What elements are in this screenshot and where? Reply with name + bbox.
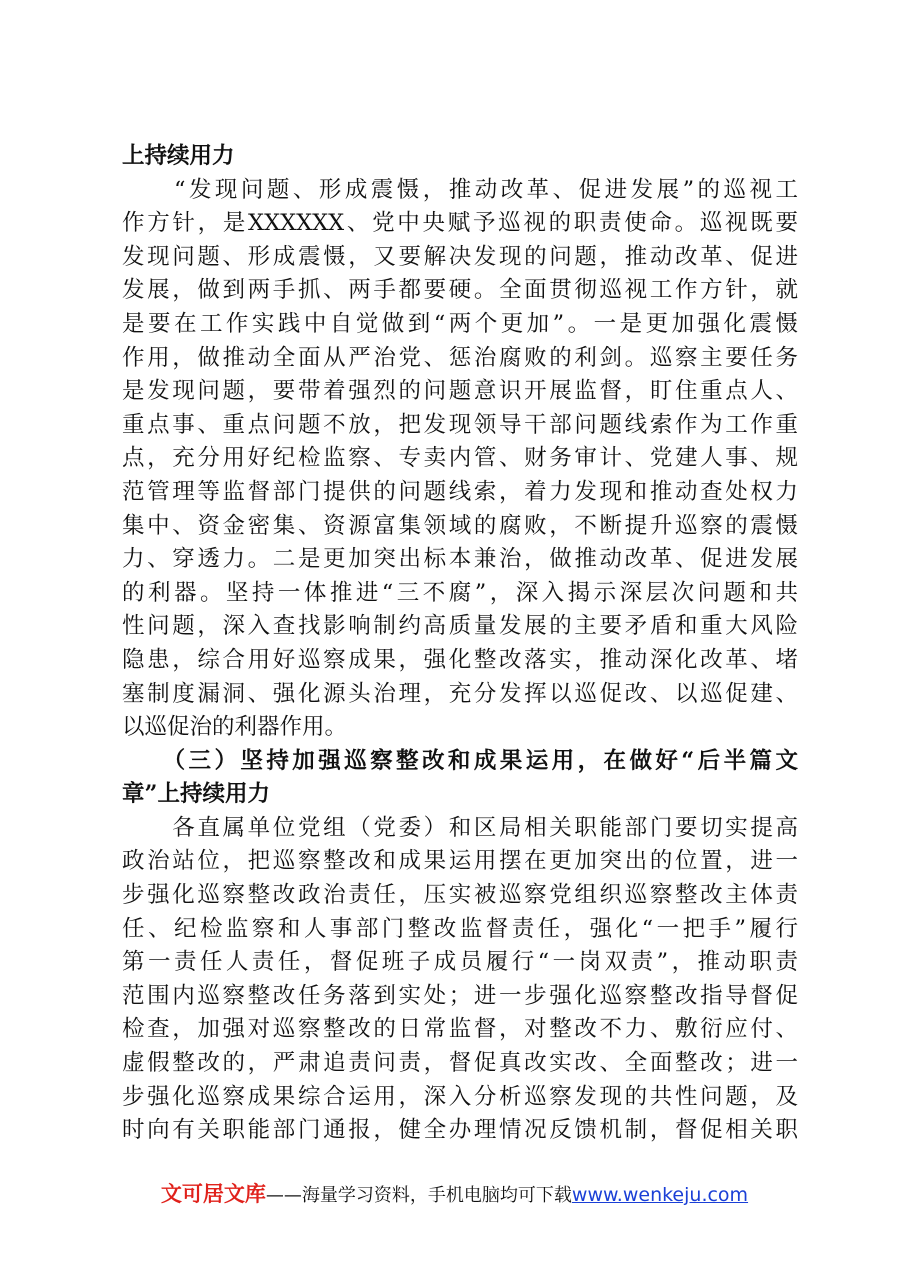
paragraph-line: 任、纪检监察和人事部门整改监督责任，强化“一把手”履行: [122, 915, 798, 942]
paragraph-line: 作用，做推动全面从严治党、惩治腐败的利剑。巡察主要任务: [122, 344, 798, 371]
paragraph-line: 步强化巡察成果综合运用，深入分析巡察发现的共性问题，及: [122, 1083, 798, 1110]
paragraph-line: 性问题，深入查找影响制约高质量发展的主要矛盾和重大风险: [122, 613, 798, 640]
paragraph-line: 力、穿透力。二是更加突出标本兼治，做推动改革、促进发展: [122, 546, 798, 573]
paragraph-line: 发展，做到两手抓、两手都要硬。全面贯彻巡视工作方针，就: [122, 277, 798, 304]
paragraph-line: 点，充分用好纪检监察、专卖内管、财务审计、党建人事、规: [122, 445, 798, 472]
paragraph-line: 检查，加强对巡察整改的日常监督，对整改不力、敷衍应付、: [122, 1016, 798, 1043]
paragraph-line: 时向有关职能部门通报，健全办理情况反馈机制，督促相关职: [122, 1117, 798, 1144]
paragraph-line: 以巡促治的利器作用。: [122, 714, 348, 741]
paragraph-line: 政治站位，把巡察整改和成果运用摆在更加突出的位置，进一: [122, 848, 798, 875]
paragraph-line: 范管理等监督部门提供的问题线索，着力发现和推动查处权力: [122, 478, 798, 505]
footer-brand: 文可居文库: [160, 1182, 266, 1206]
paragraph-line: 第一责任人责任，督促班子成员履行“一岗双责”，推动职责: [122, 949, 798, 976]
paragraph-line: 重点事、重点问题不放，把发现领导干部问题线索作为工作重: [122, 411, 798, 438]
section-heading-line: 章”上持续用力: [122, 781, 270, 808]
paragraph-line: 的利器。坚持一体推进“三不腐”，深入揭示深层次问题和共: [122, 579, 798, 606]
paragraph-line: 塞制度漏洞、强化源头治理，充分发挥以巡促改、以巡促建、: [122, 680, 798, 707]
section-heading-line: （三）坚持加强巡察整改和成果运用，在做好“后半篇文: [122, 747, 798, 774]
document-body: [122, 140, 798, 1148]
paragraph-line: 集中、资金密集、资源富集领域的腐败，不断提升巡察的震慑: [122, 512, 798, 539]
footer-tagline: ——海量学习资料，手机电脑均可下载: [265, 1185, 572, 1206]
paragraph-line: 步强化巡察整改政治责任，压实被巡察党组织巡察整改主体责: [122, 882, 798, 909]
paragraph-line: 作方针，是XXXXXX、党中央赋予巡视的职责使命。巡视既要: [122, 210, 798, 237]
paragraph-line: 隐患，综合用好巡察成果，强化整改落实，推动深化改革、堵: [122, 646, 798, 673]
section-heading-line: 上持续用力: [122, 143, 235, 169]
paragraph-line: “发现问题、形成震慑，推动改革、促进发展”的巡视工: [122, 176, 798, 203]
footer-link[interactable]: www.wenkeju.com: [571, 1184, 749, 1206]
paragraph-line: 各直属单位党组（党委）和区局相关职能部门要切实提高: [122, 814, 798, 841]
paragraph-line: 虚假整改的，严肃追责问责，督促真改实改、全面整改；进一: [122, 1050, 798, 1077]
paragraph-line: 是发现问题，要带着强烈的问题意识开展监督，盯住重点人、: [122, 378, 798, 405]
paragraph-line: 是要在工作实践中自觉做到“两个更加”。一是更加强化震慑: [122, 310, 798, 337]
footer-banner: [0, 1181, 909, 1209]
paragraph-line: 发现问题、形成震慑，又要解决发现的问题，推动改革、促进: [122, 243, 798, 270]
paragraph-line: 范围内巡察整改任务落到实处；进一步强化巡察整改指导督促: [122, 982, 798, 1009]
